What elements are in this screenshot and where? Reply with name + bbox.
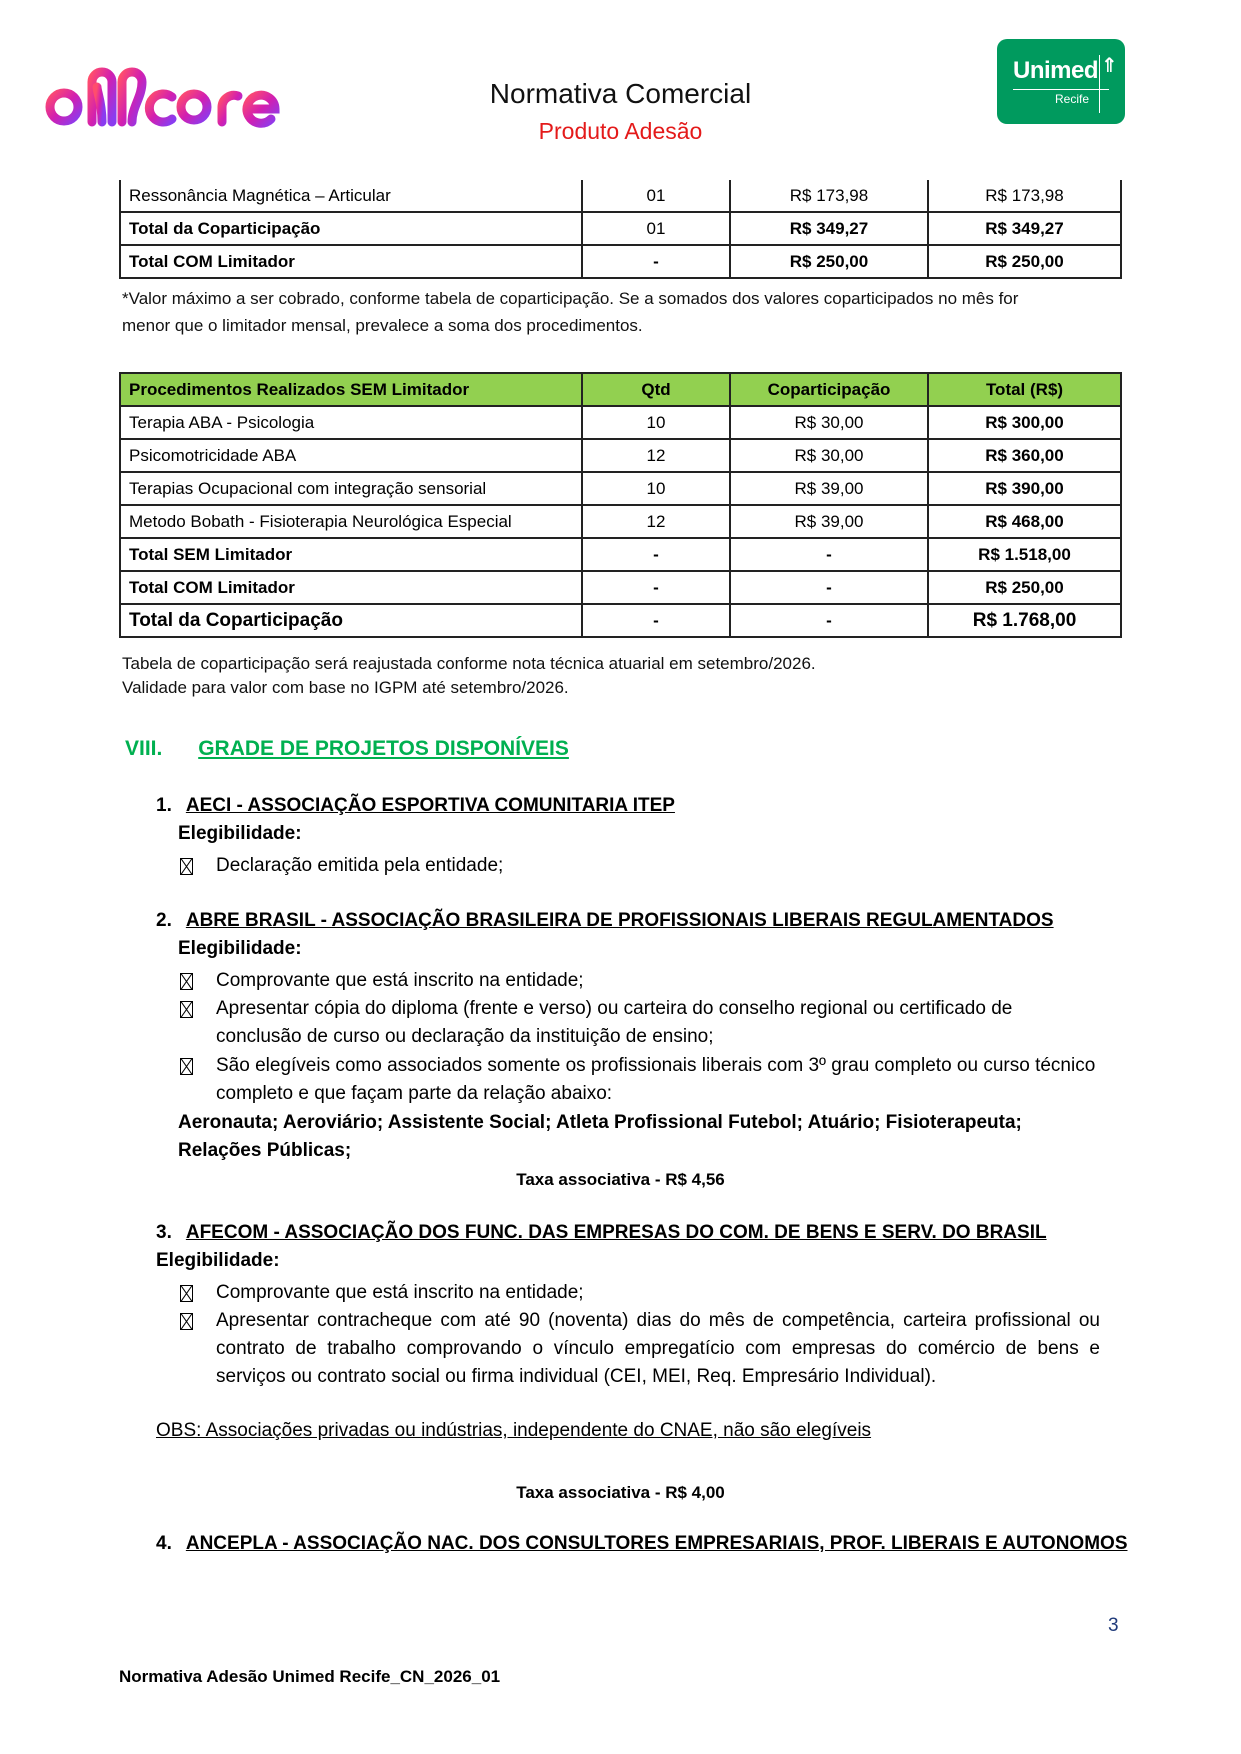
table1-footnote-line1: *Valor máximo a ser cobrado, conforme tabela de coparticipação. Se a somados dos valores coparticipados no mês for — [122, 289, 1019, 308]
table-row — [120, 406, 1121, 439]
bullet-text: Declaração emitida pela entidade; — [216, 855, 504, 876]
logo-divider — [1099, 55, 1100, 113]
total-cell: R$ 250,00 — [928, 571, 1121, 604]
table-row — [120, 180, 1121, 212]
total-cell: R$ 1.768,00 — [928, 604, 1121, 637]
bullet-text: Apresentar contracheque com até 90 (noventa) dias do mês de competência, carteira profissional ou contrato de trabalho comprovando o vínculo empregatício com empresas do comércio de bens e serviços ou contrato social ou firma individual (CEI, MEI, Req. Empresário Individual). — [216, 1310, 1100, 1387]
table-row — [120, 439, 1121, 472]
table-row — [120, 505, 1121, 538]
column-header: Coparticipação — [730, 373, 928, 406]
table-row — [120, 571, 1121, 604]
copart-cell: - — [730, 571, 928, 604]
coparticipation-table-continued — [119, 180, 1122, 279]
total-cell: R$ 360,00 — [928, 439, 1121, 472]
professions-list: Aeronauta; Aeroviário; Assistente Social; Atleta Profissional Futebol; Atuário; Fisioterapeuta; Relações Públicas; — [178, 1112, 1022, 1161]
eligibility-bullet — [216, 1279, 1096, 1307]
copart-cell: R$ 173,98 — [730, 180, 928, 212]
qtd-cell: - — [582, 604, 730, 637]
procedure-cell: Total COM Limitador — [120, 571, 582, 604]
logo-divider — [1013, 89, 1109, 90]
copart-cell: R$ 30,00 — [730, 406, 928, 439]
qtd-cell: - — [582, 245, 730, 278]
project-title: AECI - ASSOCIAÇÃO ESPORTIVA COMUNITARIA ITEP — [185, 795, 675, 816]
project-heading — [156, 1222, 1047, 1244]
checkbox-bullet-icon — [180, 1058, 193, 1075]
total-cell: R$ 1.518,00 — [928, 538, 1121, 571]
total-cell: R$ 250,00 — [928, 245, 1121, 278]
procedure-cell: Total SEM Limitador — [120, 538, 582, 571]
table-row — [120, 472, 1121, 505]
project-number: 1. — [156, 795, 172, 816]
procedure-cell: Terapias Ocupacional com integração sensorial — [120, 472, 582, 505]
table-row — [120, 245, 1121, 278]
bullet-text: Comprovante que está inscrito na entidade; — [216, 970, 584, 991]
column-header: Procedimentos Realizados SEM Limitador — [120, 373, 582, 406]
table1-footnote-line2: menor que o limitador mensal, prevalece a soma dos procedimentos. — [122, 316, 643, 335]
unimed-logo — [997, 39, 1125, 124]
checkbox-bullet-icon — [180, 1285, 193, 1302]
eligibility-bullet — [216, 995, 1096, 1051]
project-number: 3. — [156, 1222, 172, 1243]
document-id-footer: Normativa Adesão Unimed Recife_CN_2026_01 — [119, 1667, 501, 1686]
total-cell: R$ 173,98 — [928, 180, 1121, 212]
procedure-cell: Total COM Limitador — [120, 245, 582, 278]
copart-cell: - — [730, 604, 928, 637]
checkbox-bullet-icon — [180, 973, 193, 990]
bullet-text: São elegíveis como associados somente os profissionais liberais com 3º grau completo ou curso técnico completo e que façam parte da relação abaixo: — [216, 1055, 1096, 1104]
copart-cell: R$ 250,00 — [730, 245, 928, 278]
unimed-tree-icon: ⇑ — [1101, 55, 1118, 77]
column-header: Total (R$) — [928, 373, 1121, 406]
checkbox-bullet-icon — [180, 1313, 193, 1330]
project-title: ANCEPLA - ASSOCIAÇÃO NAC. DOS CONSULTORES EMPRESARIAIS, PROF. LIBERAIS E AUTONOMOS — [185, 1533, 1128, 1554]
total-cell: R$ 300,00 — [928, 406, 1121, 439]
bullet-text: Apresentar cópia do diploma (frente e verso) ou carteira do conselho regional ou certificado de conclusão de curso ou declaração da instituição de ensino; — [216, 998, 1013, 1047]
procedure-cell: Terapia ABA - Psicologia — [120, 406, 582, 439]
project-title: ABRE BRASIL - ASSOCIAÇÃO BRASILEIRA DE PROFISSIONAIS LIBERAIS REGULAMENTADOS — [185, 910, 1054, 931]
document-title: Normativa Comercial — [489, 78, 752, 109]
copart-cell: R$ 30,00 — [730, 439, 928, 472]
project-heading — [156, 910, 1054, 932]
checkbox-bullet-icon — [180, 858, 193, 875]
eligibility-bullet — [216, 967, 1096, 995]
total-cell: R$ 390,00 — [928, 472, 1121, 505]
observation-note: OBS: Associações privadas ou indústrias, independente do CNAE, não são elegíveis — [156, 1420, 872, 1441]
association-fee: Taxa associativa - R$ 4,56 — [516, 1170, 725, 1189]
qtd-cell: - — [582, 538, 730, 571]
procedure-cell: Psicomotricidade ABA — [120, 439, 582, 472]
eligibility-bullet — [216, 852, 1096, 880]
section-number: VIII. — [125, 737, 163, 760]
copart-cell: R$ 349,27 — [730, 212, 928, 245]
total-cell: R$ 349,27 — [928, 212, 1121, 245]
project-title: AFECOM - ASSOCIAÇÃO DOS FUNC. DAS EMPRESAS DO COM. DE BENS E SERV. DO BRASIL — [185, 1222, 1047, 1243]
qtd-cell: 01 — [582, 180, 730, 212]
document-subtitle: Produto Adesão — [538, 118, 703, 144]
project-heading — [156, 1533, 1128, 1555]
copart-cell: - — [730, 538, 928, 571]
association-fee: Taxa associativa - R$ 4,00 — [516, 1483, 725, 1502]
eligibility-bullet — [216, 1052, 1096, 1108]
table-header-row — [120, 373, 1121, 406]
qtd-cell: 10 — [582, 472, 730, 505]
procedure-cell: Total da Coparticipação — [120, 604, 582, 637]
qtd-cell: 12 — [582, 439, 730, 472]
qtd-cell: 10 — [582, 406, 730, 439]
section-heading — [125, 737, 569, 761]
copart-cell: R$ 39,00 — [730, 505, 928, 538]
procedures-without-limit-table — [119, 372, 1122, 638]
qtd-cell: - — [582, 571, 730, 604]
qtd-cell: 01 — [582, 212, 730, 245]
procedure-cell: Metodo Bobath - Fisioterapia Neurológica Especial — [120, 505, 582, 538]
copart-cell: R$ 39,00 — [730, 472, 928, 505]
eligibility-label: Elegibilidade: — [178, 938, 302, 959]
procedure-cell: Ressonância Magnética – Articular — [120, 180, 582, 212]
column-header: Qtd — [582, 373, 730, 406]
project-heading — [156, 795, 675, 817]
eligibility-label: Elegibilidade: — [156, 1250, 280, 1271]
bullet-text: Comprovante que está inscrito na entidade; — [216, 1282, 584, 1303]
section-title: GRADE DE PROJETOS DISPONÍVEIS — [198, 737, 569, 760]
project-number: 4. — [156, 1533, 172, 1554]
table-row — [120, 538, 1121, 571]
table2-note-2: Validade para valor com base no IGPM até setembro/2026. — [122, 678, 569, 697]
eligibility-bullet — [216, 1307, 1100, 1391]
qtd-cell: 12 — [582, 505, 730, 538]
table-row — [120, 212, 1121, 245]
page-number: 3 — [1108, 1615, 1119, 1636]
total-cell: R$ 468,00 — [928, 505, 1121, 538]
project-number: 2. — [156, 910, 172, 931]
checkbox-bullet-icon — [180, 1001, 193, 1018]
table2-note-1: Tabela de coparticipação será reajustada conforme nota técnica atuarial em setembro/2026. — [122, 654, 816, 673]
unimed-city: Recife — [1055, 92, 1090, 106]
table-row — [120, 604, 1121, 637]
unimed-brand: Unimed — [1013, 57, 1099, 84]
eligibility-label: Elegibilidade: — [178, 823, 302, 844]
procedure-cell: Total da Coparticipação — [120, 212, 582, 245]
